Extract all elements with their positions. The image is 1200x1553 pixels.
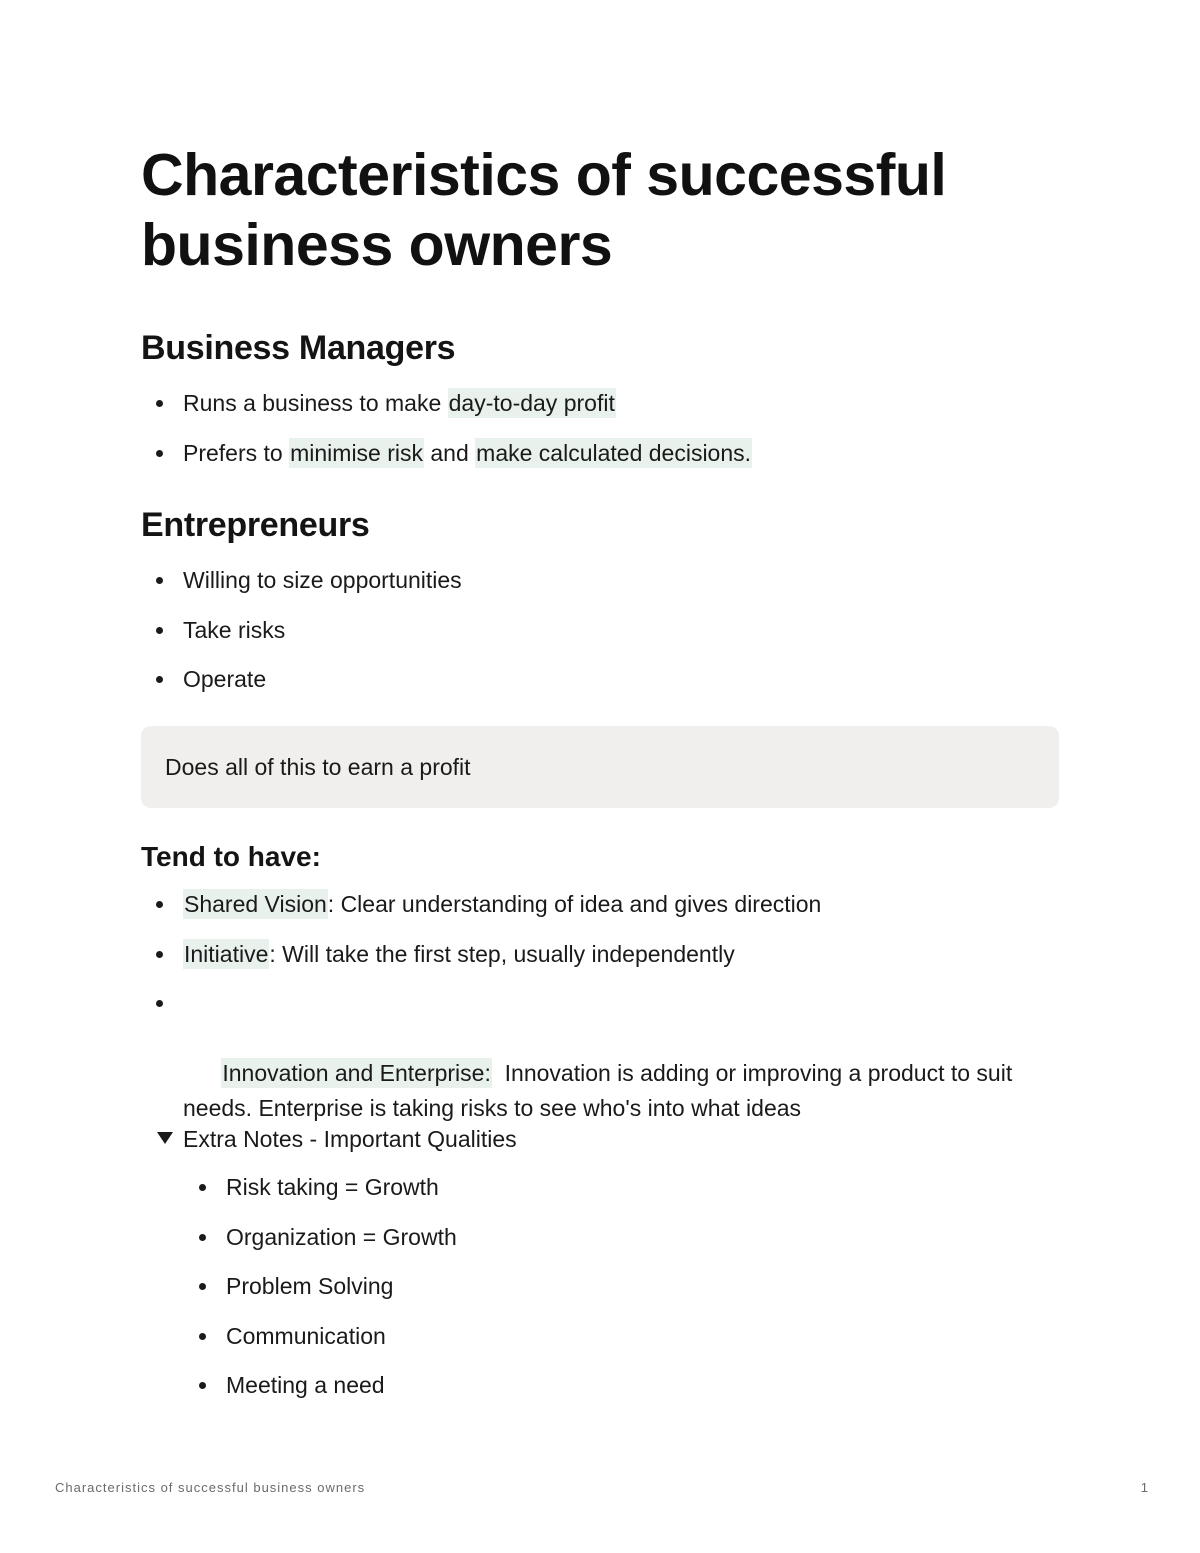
- bullet-icon: [156, 450, 163, 457]
- list-item: Innovation and Enterprise: Innovation is adding or improving a product to suit needs. Enterprise is taking risks to see who's into what ideas: [141, 986, 1059, 1161]
- list-item: Shared Vision: Clear understanding of idea and gives direction: [141, 887, 1059, 922]
- highlighted-term: Shared Vision: [184, 891, 327, 917]
- bullet-icon: [199, 1234, 206, 1241]
- bullet-icon: [156, 901, 163, 908]
- list-item: Organization = Growth: [184, 1220, 1059, 1255]
- extra-notes-toggle[interactable]: [157, 1122, 517, 1157]
- entrepreneurs-list: [141, 563, 1059, 712]
- bullet-icon: [156, 577, 163, 584]
- callout-text: Does all of this to earn a profit: [165, 754, 471, 780]
- list-item: Runs a business to make day-to-day profit: [141, 386, 1059, 421]
- tend-heading: Tend to have:: [141, 841, 321, 872]
- page-title-line-2: business owners: [141, 212, 613, 278]
- toggle-label: Extra Notes - Important Qualities: [183, 1126, 517, 1152]
- list-item: Willing to size opportunities: [141, 563, 1059, 598]
- page-title: [141, 140, 1059, 280]
- page-title-line-1: Characteristics of successful: [141, 142, 947, 208]
- highlighted-text: make calculated decisions.: [476, 439, 752, 466]
- bullet-icon: [156, 676, 163, 683]
- bullet-icon: [156, 627, 163, 634]
- list-item: Meeting a need: [184, 1368, 1059, 1403]
- managers-heading: Business Managers: [141, 329, 456, 367]
- highlighted-text: day-to-day profit: [448, 390, 615, 416]
- highlighted-text: minimise risk: [290, 439, 423, 466]
- bullet-icon: [156, 951, 163, 958]
- highlighted-term: Innovation and Enterprise:: [222, 1060, 491, 1086]
- bullet-icon: [156, 400, 163, 407]
- bullet-icon: [199, 1333, 206, 1340]
- entrepreneurs-heading: Entrepreneurs: [141, 506, 370, 544]
- list-item: Communication: [184, 1319, 1059, 1354]
- list-item: Initiative: Will take the first step, usually independently: [141, 937, 1059, 972]
- bullet-icon: [199, 1283, 206, 1290]
- footer-doc-title: Characteristics of successful business owners: [55, 1480, 366, 1495]
- list-item: Risk taking = Growth: [184, 1170, 1059, 1205]
- bullet-icon: [199, 1382, 206, 1389]
- list-item: Take risks: [141, 613, 1059, 648]
- extra-notes-list: [184, 1170, 1059, 1418]
- list-item: Prefers to minimise risk and make calculated decisions.: [141, 436, 1059, 471]
- bullet-icon: [199, 1184, 206, 1191]
- managers-list: [141, 386, 1059, 485]
- callout-block: [141, 726, 1059, 808]
- footer-page-number: 1: [1140, 1480, 1148, 1495]
- list-item: Operate: [141, 662, 1059, 697]
- bullet-icon: [156, 1000, 163, 1007]
- triangle-down-icon[interactable]: [157, 1132, 173, 1144]
- list-item: Problem Solving: [184, 1269, 1059, 1304]
- highlighted-term: Initiative: [184, 940, 269, 967]
